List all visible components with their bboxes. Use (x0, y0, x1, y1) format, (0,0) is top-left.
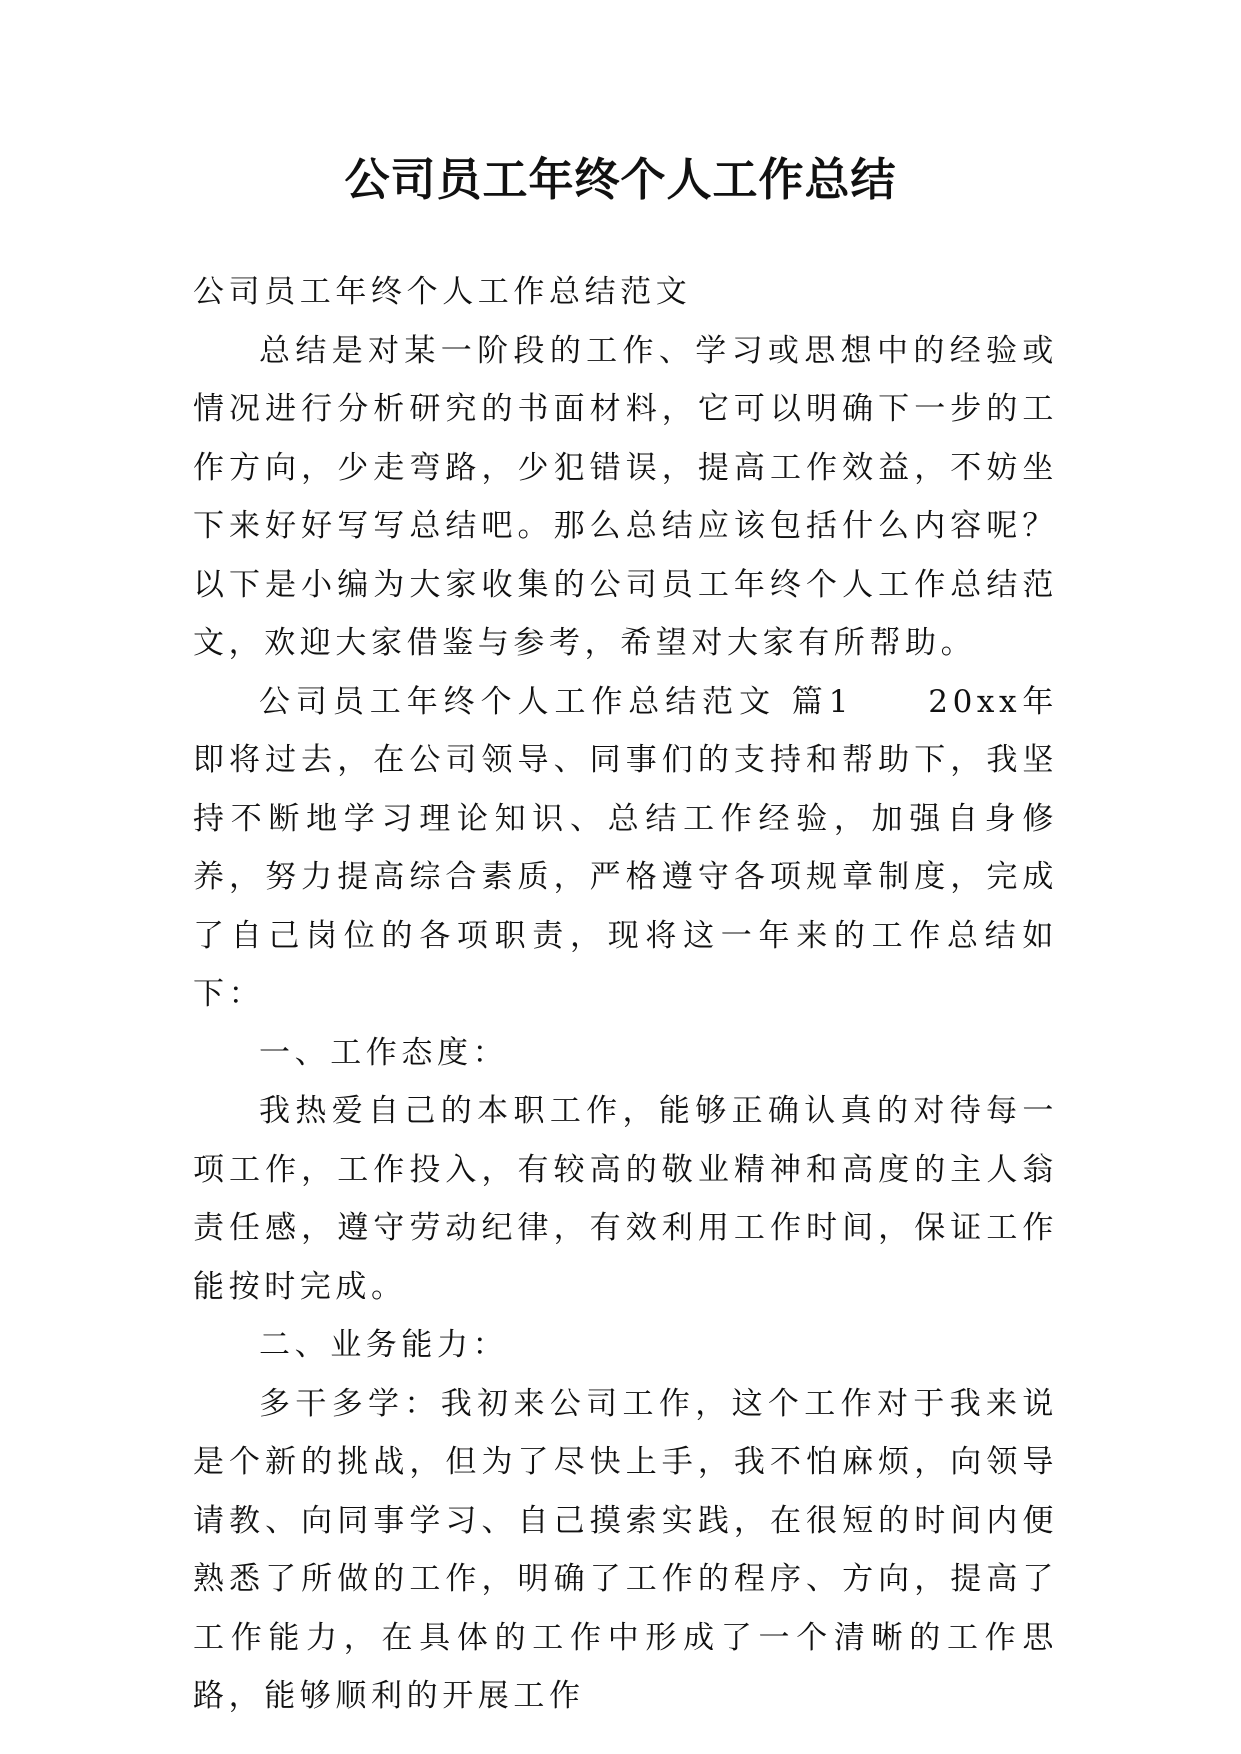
section-intro-paragraph: 公司员工年终个人工作总结范文 篇1 20xx年即将过去，在公司领导、同事们的支持和帮助下，我坚持不断地学习理论知识、总结工作经验，加强自身修养，努力提高综合素质，严格遵守各项规章制度，完成了自己岗位的各项职责，现将这一年来的工作总结如下： (193, 683, 1058, 1012)
business-ability-paragraph: 多干多学：我初来公司工作，这个工作对于我来说是个新的挑战，但为了尽快上手，我不怕麻烦，向领导请教、向同事学习、自己摸索实践，在很短的时间内便熟悉了所做的工作，明确了工作的程序、方向，提高了工作能力，在具体的工作中形成了一个清晰的工作思路，能够顺利的开展工作 (193, 1385, 1058, 1714)
heading-work-attitude: 一、工作态度： (259, 1034, 509, 1071)
document-title: 公司员工年终个人工作总结 (344, 153, 897, 206)
document-body (193, 263, 1058, 1726)
intro-paragraph: 总结是对某一阶段的工作、学习或思想中的经验或情况进行分析研究的书面材料，它可以明确下一步的工作方向，少走弯路，少犯错误，提高工作效益，不妨坐下来好好写写总结吧。那么总结应该包括什么内容呢？以下是小编为大家收集的公司员工年终个人工作总结范文，欢迎大家借鉴与参考，希望对大家有所帮助。 (193, 332, 1058, 661)
work-attitude-paragraph: 我热爱自己的本职工作，能够正确认真的对待每一项工作，工作投入，有较高的敬业精神和高度的主人翁责任感，遵守劳动纪律，有效利用工作时间，保证工作能按时完成。 (193, 1093, 1058, 1305)
heading-business-ability: 二、业务能力： (259, 1327, 509, 1363)
document-subtitle: 公司员工年终个人工作总结范文 (193, 274, 692, 310)
